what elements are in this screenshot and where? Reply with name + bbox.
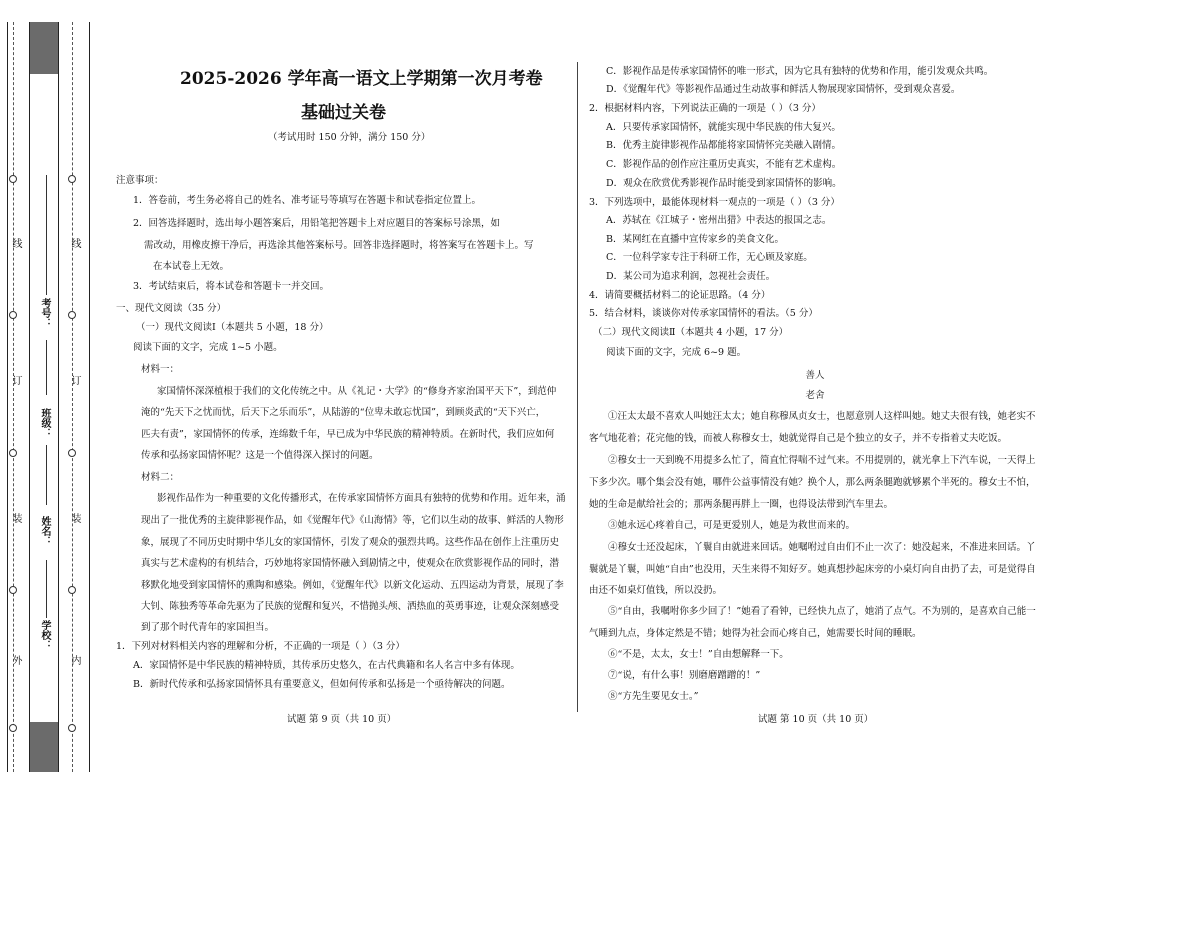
binding-hole — [68, 175, 76, 183]
xuexiao-field-line[interactable] — [46, 560, 47, 618]
story-title: 善人 — [805, 370, 825, 381]
binding-label-ding-outer: 订 — [10, 375, 21, 385]
page-footer-left: 试题 第 9 页（共 10 页） — [287, 714, 397, 725]
story-paragraph-line: ⑤“自由，我嘱咐你多少回了！”她看了看钟，已经快九点了，她消了点气。不为别的，是喜欢自己能一 — [608, 606, 1036, 617]
binding-label-nei: 内 — [69, 655, 80, 665]
story-paragraph-line: 由还不如桌灯值钱，所以没扔。 — [589, 585, 723, 596]
notice-item-1: 1．答卷前，考生务必将自己的姓名、准考证号等填写在答题卡和试卷指定位置上。 — [133, 195, 482, 206]
notice-item-3: 3．考试结束后，将本试卷和答题卡一并交回。 — [133, 281, 330, 292]
story-paragraph-line: 下多少次。哪个集会没有她，哪件公益事情没有她？换个人，那么两条腿跑就够累个半死的。穆女士不怕， — [589, 477, 1036, 488]
story-paragraph-line: 她的生命是献给社会的；那两条腿再胖上一圈，也得设法带到汽车里去。 — [589, 499, 894, 510]
material-1-label: 材料一： — [141, 364, 180, 375]
binding-inner-line-1 — [29, 22, 30, 772]
material-2-line: 到了那个时代青年的家国担当。 — [141, 622, 275, 633]
question-1-option-d: D．《觉醒年代》等影视作品通过生动故事和鲜活人物展现家国情怀，受到观众喜爱。 — [606, 84, 961, 95]
material-2-line: 大钊、陈独秀等革命先驱为了民族的觉醒和复兴，不惜抛头颅、洒热血的英勇事迹，让观众深刻感受 — [141, 601, 560, 612]
notice-item-2b: 需改动，用橡皮擦干净后，再选涂其他答案标号。回答非选择题时，将答案写在答题卡上。写 — [144, 240, 534, 251]
xingming-field-line[interactable] — [46, 445, 47, 505]
question-1-option-b: B．新时代传承和弘扬家国情怀具有重要意义，但如何传承和弘扬是一个亟待解决的问题。 — [133, 679, 511, 690]
binding-label-zhuang-inner: 装 — [69, 513, 80, 523]
reading-instruction-2: 阅读下面的文字，完成 6~9 题。 — [606, 347, 747, 358]
material-2-line: 现出了一批优秀的主旋律影视作品，如《觉醒年代》《山海情》等，它们以生动的故事、鲜活的人物形 — [141, 515, 564, 526]
binding-label-xian-inner: 线 — [69, 238, 80, 248]
question-3-option-c: C．一位科学家专注于科研工作，无心顾及家庭。 — [606, 252, 813, 263]
binding-bottom-block — [29, 722, 58, 772]
material-2-line: 影视作品作为一种重要的文化传播形式，在传承家国情怀方面具有独特的优势和作用。近年来，涌 — [157, 493, 566, 504]
banji-field-line[interactable] — [46, 340, 47, 395]
story-paragraph-line: ⑧“方先生要见女士。” — [608, 691, 699, 702]
question-2-option-b: B．优秀主旋律影视作品都能将家国情怀完美融入剧情。 — [606, 140, 841, 151]
question-2-option-c: C．影视作品的创作应注重历史真实，不能有艺术虚构。 — [606, 159, 842, 170]
question-1-option-a: A．家国情怀是中华民族的精神特质，其传承历史悠久，在古代典籍和名人名言中多有体现。 — [133, 660, 520, 671]
section-heading-1: 一、现代文阅读（35 分） — [116, 303, 227, 314]
question-3-option-a: A．苏轼在《江城子・密州出猎》中表达的报国之志。 — [606, 215, 832, 226]
page-footer-right: 试题 第 10 页（共 10 页） — [758, 714, 874, 725]
binding-margin — [0, 0, 95, 775]
binding-hole — [68, 724, 76, 732]
question-3: 3．下列选项中，最能体现材料一观点的一项是（ ）（3 分） — [589, 197, 840, 208]
binding-hole — [9, 175, 17, 183]
subsection-heading-1: （一）现代文阅读Ⅰ（本题共 5 小题，18 分） — [136, 322, 329, 333]
binding-hole — [9, 311, 17, 319]
question-3-option-b: B．某网红在直播中宣传家乡的美食文化。 — [606, 234, 784, 245]
question-5: 5．结合材料，谈谈你对传承家国情怀的看法。（5 分） — [589, 308, 818, 319]
material-2-label: 材料二： — [141, 472, 180, 483]
subsection-heading-2: （二）现代文阅读Ⅱ（本题共 4 小题，17 分） — [593, 327, 789, 338]
binding-label-wai: 外 — [10, 655, 21, 665]
binding-inner-line-2 — [58, 22, 59, 772]
question-2-option-d: D．观众在欣赏优秀影视作品时能受到家国情怀的影响。 — [606, 178, 842, 189]
binding-hole — [68, 311, 76, 319]
banji-label: 班级： — [39, 408, 50, 438]
material-1-line: 匹夫有责”，家国情怀的传承，连绵数千年，早已成为中华民族的精神特质。在新时代，我们应如何 — [141, 429, 555, 440]
question-4: 4．请简要概括材料二的论证思路。（4 分） — [589, 290, 771, 301]
story-paragraph-line: ⑦“说，有什么事！别磨磨蹭蹭的！” — [608, 670, 761, 681]
question-1: 1．下列对材料相关内容的理解和分析，不正确的一项是（ ）（3 分） — [116, 641, 405, 652]
xuexiao-label: 学校： — [39, 620, 50, 650]
binding-right-border — [89, 22, 90, 772]
kaohao-field-line[interactable] — [46, 175, 47, 295]
binding-hole — [9, 724, 17, 732]
material-2-line: 移默化地受到家国情怀的熏陶和感染。例如，《觉醒年代》以新文化运动、五四运动为背景，展现了李 — [141, 580, 564, 591]
story-paragraph-line: 客气地花着；花完他的钱，而被人称穆女士，她就觉得自己是个独立的女子，并不专指着丈夫吃饭。 — [589, 433, 1008, 444]
notice-heading: 注意事项： — [116, 175, 164, 186]
binding-top-block — [29, 22, 58, 74]
story-paragraph-line: ①汪太太最不喜欢人叫她汪太太；她自称穆凤贞女士，也愿意别人这样叫她。她丈夫很有钱，她老实不 — [608, 411, 1036, 422]
binding-hole — [68, 586, 76, 594]
story-paragraph-line: 气睡到九点，身体定然是不错；她得为社会而心疼自己，她需要长时间的睡眠。 — [589, 628, 922, 639]
material-2-line: 象，展现了不同历史时期中华儿女的家国情怀，引发了观众的强烈共鸣。这些作品在创作上注重历史 — [141, 537, 560, 548]
story-paragraph-line: ④穆女士还没起床，丫鬟自由就进来回话。她嘱咐过自由们不止一次了：她没起来，不准进来回话。丫 — [608, 542, 1036, 553]
binding-hole — [9, 586, 17, 594]
xingming-label: 姓名： — [39, 516, 50, 546]
question-3-option-d: D．某公司为追求利润，忽视社会责任。 — [606, 271, 776, 282]
column-divider — [577, 62, 578, 712]
material-2-line: 真实与艺术虚构的有机结合，巧妙地将家国情怀融入到剧情之中，使观众在欣赏影视作品的同时，潜 — [141, 558, 560, 569]
exam-subtitle: 基础过关卷 — [301, 103, 386, 123]
binding-label-ding-inner: 订 — [69, 375, 80, 385]
story-paragraph-line: 鬟就是丫鬟，叫她“自由”也没用，天生来得不知好歹。她真想抄起床旁的小桌灯向自由扔了去，可是觉得自 — [589, 564, 1036, 575]
question-2: 2．根据材料内容，下列说法正确的一项是（ ）（3 分） — [589, 103, 821, 114]
question-1-option-c: C．影视作品是传承家国情怀的唯一形式，因为它具有独特的优势和作用，能引发观众共鸣。 — [606, 66, 994, 77]
material-1-line: 家国情怀深深植根于我们的文化传统之中。从《礼记・大学》的“修身齐家治国平天下”，到范仲 — [157, 386, 557, 397]
notice-item-2a: 2．回答选择题时，选出每小题答案后，用铅笔把答题卡上对应题目的答案标号涂黑，如 — [133, 218, 501, 229]
reading-instruction-1: 阅读下面的文字，完成 1~5 小题。 — [133, 342, 283, 353]
story-author: 老舍 — [805, 390, 825, 401]
material-1-line: 淹的“先天下之忧而忧，后天下之乐而乐”，从陆游的“位卑未敢忘忧国”，到顾炎武的“天下兴亡， — [141, 407, 546, 418]
question-2-option-a: A．只要传承家国情怀，就能实现中华民族的伟大复兴。 — [606, 122, 841, 133]
exam-title: 2025-2026 学年高一语文上学期第一次月考卷 — [180, 69, 543, 89]
binding-hole — [68, 449, 76, 457]
kaohao-label: 考号： — [39, 298, 50, 328]
story-paragraph-line: ②穆女士一天到晚不用提多么忙了，简直忙得喘不过气来。不用提别的，就光拿上下汽车说，一天得上 — [608, 455, 1036, 466]
binding-label-zhuang-outer: 装 — [10, 513, 21, 523]
exam-time-note: （考试用时 150 分钟，满分 150 分） — [268, 132, 431, 143]
material-1-line: 传承和弘扬家国情怀呢？这是一个值得深入探讨的问题。 — [141, 450, 379, 461]
story-paragraph-line: ③她永远心疼着自己，可是更爱别人，她是为救世而来的。 — [608, 520, 856, 531]
binding-hole — [9, 449, 17, 457]
binding-label-xian-outer: 线 — [10, 238, 21, 248]
story-paragraph-line: ⑥“不是，太太，女士！”自由想解释一下。 — [608, 649, 789, 660]
notice-item-2c: 在本试卷上无效。 — [153, 261, 230, 272]
